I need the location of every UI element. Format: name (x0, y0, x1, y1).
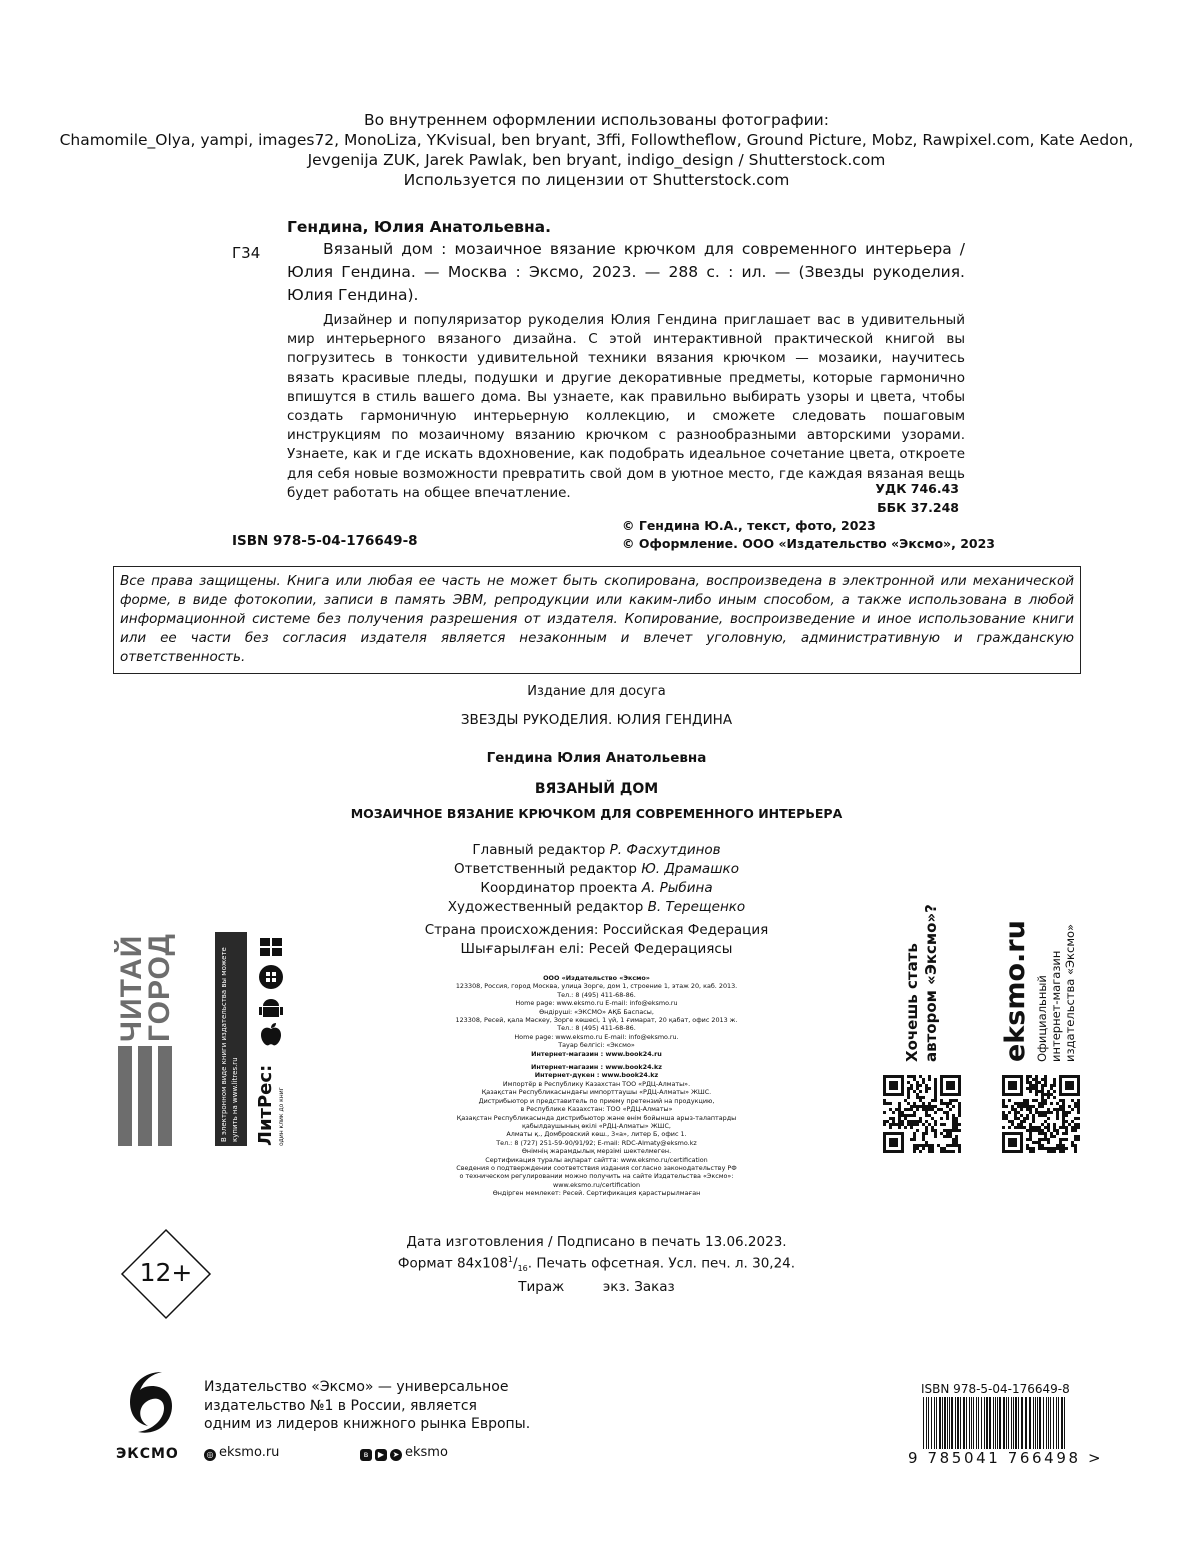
fineprint-line: қабылдаушының өкілі «РДЦ-Алматы» ЖШС, (522, 1121, 671, 1130)
fineprint-line: 123308, Ресей, қала Мәскеу, Зорге көшесі, 1 үй, 1 ғимарат, 20 қабат, офис 2013 ж. (455, 1016, 738, 1025)
isbn: ISBN 978-5-04-176649-8 (232, 533, 418, 549)
about-line1: Издательство «Эксмо» — универсальное (204, 1379, 509, 1395)
format-prefix: Формат 84x108 (397, 1255, 508, 1272)
vk-icon: в (360, 1449, 372, 1461)
print-date: Дата изготовления / Подписано в печать 13.06.2023. (406, 1234, 787, 1250)
credits-line-4: Используется по лицензии от Shutterstock.com (403, 171, 790, 189)
classification-codes (875, 479, 959, 517)
youtube-icon: ▶ (375, 1449, 387, 1461)
format-sub: 16 (517, 1264, 528, 1274)
fineprint-line: Home page: www.eksmo.ru E-mail: info@eksmo.ru. (514, 1032, 679, 1041)
fineprint-line: ООО «Издательство «Эксмо» (543, 974, 650, 982)
series-name: ЗВЕЗДЫ РУКОДЕЛИЯ. ЮЛИЯ ГЕНДИНА (460, 712, 733, 728)
fineprint-line: Тел.: 8 (495) 411-68-86. (557, 1024, 636, 1033)
litres-brand: ЛитРес: (255, 1064, 276, 1146)
fineprint-line: 123308, Россия, город Москва, улица Зорге, дом 1, строение 1, этаж 20, каб. 2013. (455, 982, 738, 991)
windows-icon (258, 936, 284, 958)
chitai-gorod-logo (115, 922, 180, 1146)
art-editor-line (0, 898, 1193, 917)
litres-slogan: один клик до книг (278, 1087, 285, 1146)
publisher-about (204, 1378, 530, 1434)
fineprint-line: Қазақстан Республикасындағы импорттаушы «РДЦ-Алматы» ЖШС. (481, 1088, 712, 1097)
about-line2: издательство №1 в России, является (204, 1397, 477, 1414)
copyright-design: © Оформление. ООО «Издательство «Эксмо», 2023 (622, 536, 995, 551)
about-line3: одним из лидеров книжного рынка Европы. (204, 1416, 531, 1432)
chitai-gorod-line2: ГОРОД (143, 933, 176, 1042)
imprint-author: Гендина Юлия Анатольевна (486, 750, 707, 766)
chitai-gorod-text (115, 933, 176, 1042)
chief-editor-line (0, 841, 1193, 860)
platform-icons (256, 936, 286, 1046)
copyright-text: © Гендина Ю.А., текст, фото, 2023 (622, 518, 876, 533)
catalog-author-heading: Гендина, Юлия Анатольевна. (287, 218, 552, 236)
copyright-block (622, 517, 995, 553)
fineprint-line: Сертификация туралы ақпарат сайтта: www.eksmo.ru/certification (485, 1155, 708, 1164)
android-icon (258, 996, 284, 1020)
catalog-title-record: Вязаный дом : мозаичное вязание крючком для современного интерьера / Юлия Гендина. — Москва : Эксмо, 2023. — 288 с. : ил. — (Звезды рукоделия. Юлия Гендина). (287, 240, 965, 304)
fineprint-line: Өнімнің жарамдылық мерзімі шектелмеген. (521, 1147, 672, 1156)
qr-code-author (883, 1075, 961, 1153)
fineprint-line: Тел.: 8 (727) 251-59-90/91/92; E-mail: RDC-Almaty@eksmo.kz (496, 1138, 697, 1147)
credits-line-3: Jevgenija ZUK, Jarek Pawlak, ben bryant, indigo_design / Shutterstock.com (307, 151, 886, 169)
eksmo-shop-text (1035, 924, 1077, 1062)
fineprint-line: Интернет-дүкен : www.book24.kz (534, 1071, 659, 1080)
litres-banner (215, 932, 247, 1146)
site-link-text: eksmo.ru (219, 1445, 280, 1460)
fineprint-line: Дистрибьютор и представитель по приему претензий на продукцию, (478, 1096, 715, 1105)
qr-code-shop (1002, 1075, 1080, 1153)
format-sup: 1 (507, 1255, 514, 1264)
credits-line-2: Chamomile_Olya, yampi, images72, MonoLiza, YKvisual, ben bryant, 3ffi, Followtheflow, Ground Picture, Mobz, Rawpixel.com, Kate Aedon, (59, 131, 1134, 149)
author-promo (903, 904, 941, 1062)
fineprint-line: Өндіруші: «ЭКСМО» АҚБ Баспасы, (539, 1007, 654, 1016)
resp-editor-line (0, 860, 1193, 879)
fineprint-line: Тел.: 8 (495) 411-68-86. (557, 990, 636, 999)
fineprint-line: www.eksmo.ru/certification (552, 1180, 641, 1189)
fineprint-line: в Республике Казахстан: ТОО «РДЦ-Алматы» (520, 1105, 673, 1114)
social-handle: eksmo (405, 1445, 448, 1460)
eksmo-shop-line3: издательства «Эксмо» (1063, 923, 1077, 1062)
coordinator-name: А. Рыбина (641, 880, 713, 896)
eksmo-logo-text: ЭКСМО (116, 1446, 179, 1462)
eksmo-shop-line2: интернет-магазин (1049, 950, 1063, 1062)
resp-editor-name: Ю. Драмашко (641, 861, 739, 877)
country-ru: Страна происхождения: Российская Федерация (424, 922, 769, 938)
fineprint-line: Өндірген мемлекет: Ресей. Сертификация қарастырылмаған (492, 1189, 701, 1198)
credits-line-1: Во внутреннем оформлении использованы фотографии: (364, 111, 829, 129)
eksmo-logo-icon (124, 1368, 176, 1438)
barcode-isbn: ISBN 978-5-04-176649-8 (921, 1382, 1070, 1396)
fineprint-line: Алматы қ., Домбровский көш., 3«а», литер Б, офис 1. (506, 1130, 687, 1139)
art-editor-role: Художественный редактор (447, 899, 644, 915)
udk-code: УДК 746.43 (875, 481, 959, 496)
litres-banner-text: В электронном виде книги издательства вы можете купить на www.litres.ru (220, 947, 239, 1142)
staff-list (0, 841, 1193, 917)
eksmo-shop-line1: Официальный (1035, 975, 1049, 1062)
resp-editor-role: Ответственный редактор (454, 861, 637, 877)
author-promo-line2: автором «Эксмо»? (922, 904, 940, 1062)
country-kz: Шығарылған елі: Ресей Федерациясы (460, 941, 733, 957)
fineprint-line: Қазақстан Республикасында дистрибьютор және өнім бойынша арыз-талаптарды (456, 1113, 737, 1122)
site-link[interactable] (204, 1445, 279, 1461)
barcode-number: 9 785041 766498 > (908, 1449, 1104, 1467)
bbk-code: ББК 37.248 (877, 500, 959, 515)
format-suffix: . Печать офсетная. Усл. печ. л. 30,24. (527, 1255, 796, 1272)
catalog-annotation: Дизайнер и популяризатор рукоделия Юлия Гендина приглашает вас в удивительный мир интерьерного вязаного дизайна. С этой интерактивной практической книгой вы погрузитесь в тонкости удивительной техники вязания крючком — мозаики, научитесь вязать красивые пледы, подушки и другие декоративные предметы, которые гармонично впишутся в стиль вашего дома. Вы узнаете, как правильно выбирать узоры и цвета, чтобы создать гармоничную интерьерную коллекцию, и сможете следовать пошаговым инструкциям по мозаичному вязанию крючком с разнообразными авторскими узорами. Узнаете, как и где искать вдохновение, как подобрать идеальное сочетание цвета, откроете для себя новые возможности превратить свой дом в уютное место, где каждая вязаная вещь будет работать на общее впечатление. (287, 312, 965, 501)
globe-icon: ◎ (204, 1449, 216, 1461)
fineprint-line: Импортёр в Республику Казахстан ТОО «РДЦ-Алматы». (502, 1079, 691, 1088)
tirazh-line: Тираж экз. Заказ (518, 1279, 675, 1296)
apple-icon (258, 1022, 284, 1048)
fineprint-line: Сведения о подтверждении соответствия издания согласно законодательству РФ (456, 1163, 737, 1172)
photo-credits (0, 110, 1193, 190)
fineprint-line: Тауар белгісі: «Эксмо» (558, 1041, 635, 1050)
catalog-code: Г34 (232, 244, 261, 262)
imprint-title: ВЯЗАНЫЙ ДОМ (534, 781, 659, 797)
format-line: Формат $84x108^1/_{16}$. Печать офсетная. Усл. печ. л. 30,24. (397, 1255, 796, 1274)
edition-type: Издание для досуга (527, 684, 666, 699)
coordinator-role: Координатор проекта (480, 880, 638, 896)
fineprint-line: Home page: www.eksmo.ru E-mail: info@eksmo.ru (515, 999, 678, 1008)
eksmo-site-vertical: eksmo.ru (1000, 920, 1031, 1062)
barcode-icon (921, 1397, 1069, 1449)
chitai-gorod-bars-icon (118, 1046, 180, 1146)
chitai-gorod-line1: ЧИТАЙ (115, 934, 148, 1042)
coordinator-line (0, 879, 1193, 898)
windows-phone-icon (258, 964, 284, 990)
age-rating: 12+ (139, 1258, 193, 1287)
author-promo-line1: Хочешь стать (903, 943, 921, 1062)
chief-editor-role: Главный редактор (472, 842, 606, 858)
imprint-subtitle: МОЗАИЧНОЕ ВЯЗАНИЕ КРЮЧКОМ ДЛЯ СОВРЕМЕННОГО ИНТЕРЬЕРА (350, 806, 843, 821)
fineprint-line: о техническом регулировании можно получить на сайте Издательства «Эксмо»: (459, 1172, 734, 1181)
chief-editor-name: Р. Фасхутдинов (609, 842, 721, 858)
telegram-icon: ➤ (390, 1449, 402, 1461)
fineprint-line: Интернет-магазин : www.book24.kz (531, 1063, 662, 1072)
fineprint-line: Интернет-магазин : www.book24.ru (531, 1049, 662, 1058)
social-links[interactable] (360, 1445, 448, 1461)
rights-notice: Все права защищены. Книга или любая ее часть не может быть скопирована, воспроизведена в электронной или механической форме, в виде фотокопии, записи в память ЭВМ, репродукции или каким-либо иным способом, а также использована в любой информационной системе без получения разрешения от издателя. Копирование, воспроизведение и иное использование книги или ее части без согласия издателя является незаконным и влечет уголовную, административную и гражданскую ответственность. (113, 566, 1081, 674)
art-editor-name: В. Терещенко (647, 899, 746, 915)
